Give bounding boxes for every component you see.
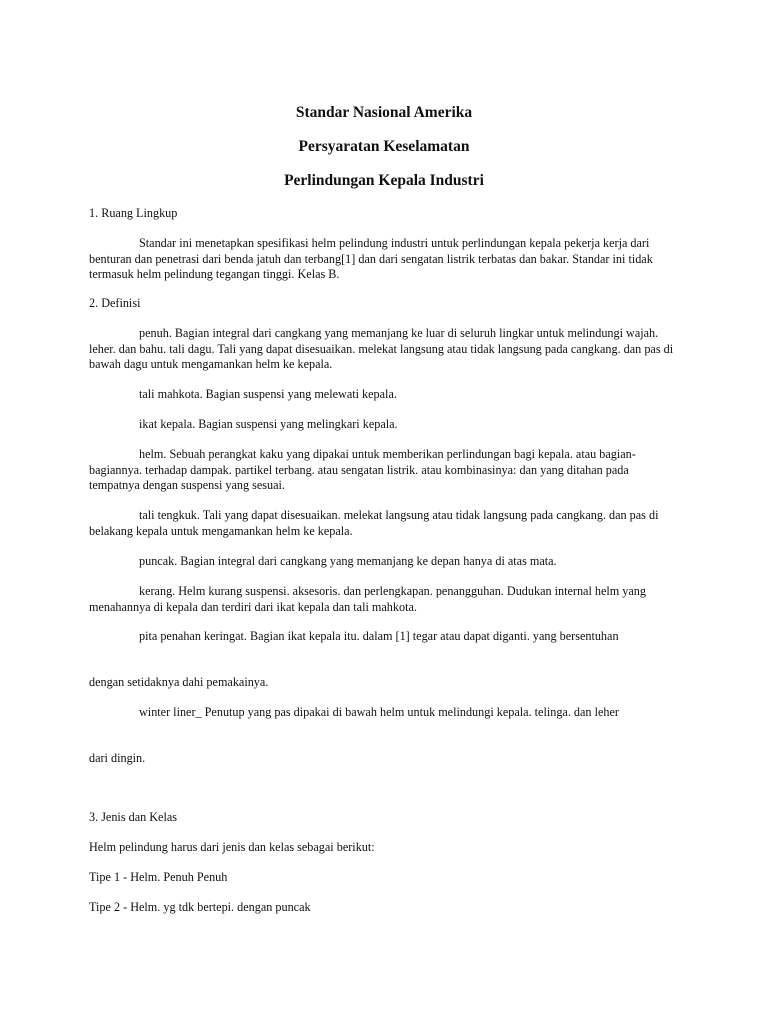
section-3-heading: 3. Jenis dan Kelas	[89, 810, 178, 824]
type-2-item: Tipe 2 - Helm. yg tdk bertepi. dengan puncak	[89, 900, 311, 914]
section-2-heading: 2. Definisi	[89, 296, 141, 310]
document-title-line-1: Standar Nasional Amerika	[295, 104, 473, 121]
definition-winter-liner: winter liner_ Penutup yang pas dipakai di bawah helm untuk melindungi kepala. telinga. dan leher	[139, 705, 619, 719]
definition-penuh: penuh. Bagian integral dari cangkang yang memanjang ke luar di seluruh lingkar untuk melindungi wajah. leher. dan bahu. tali dagu. Tali yang dapat disesuaikan. melekat langsung atau tidak langsung pada cangkang. dan pas di bawah dagu untuk mengamankan helm ke kepala.	[89, 326, 674, 371]
section-1-heading: 1. Ruang Lingkup	[89, 206, 178, 220]
definition-puncak: puncak. Bagian integral dari cangkang yang memanjang ke depan hanya di atas mata.	[139, 554, 557, 568]
definition-helm: helm. Sebuah perangkat kaku yang dipakai untuk memberikan perlindungan bagi kepala. atau bagian-bagiannya. terhadap dampak. partikel terbang. atau sengatan listrik. atau kombinasinya: dan yang ditahan pada tempatnya dengan suspensi yang sesuai.	[89, 447, 636, 492]
type-1-item: Tipe 1 - Helm. Penuh Penuh	[89, 870, 228, 884]
section-1-paragraph: Standar ini menetapkan spesifikasi helm pelindung industri untuk perlindungan kepala pekerja kerja dari benturan dan penetrasi dari benda jatuh dan terbang[1] dan dari sengatan listrik terbatas dan bakar. Standar ini tidak termasuk helm pelindung tegangan tinggi. Kelas B.	[89, 236, 653, 281]
section-3-intro: Helm pelindung harus dari jenis dan kelas sebagai berikut:	[89, 840, 375, 854]
definition-winter-continuation: dari dingin.	[89, 751, 146, 765]
definition-tali-mahkota: tali mahkota. Bagian suspensi yang melewati kepala.	[139, 387, 397, 401]
definition-pita-penahan: pita penahan keringat. Bagian ikat kepala itu. dalam [1] tegar atau dapat diganti. yang bersentuhan	[139, 629, 619, 643]
definition-ikat-kepala: ikat kepala. Bagian suspensi yang melingkari kepala.	[139, 417, 398, 431]
document-title-line-2: Persyaratan Keselamatan	[298, 138, 470, 155]
document-title-line-3: Perlindungan Kepala Industri	[284, 172, 484, 189]
definition-pita-continuation: dengan setidaknya dahi pemakainya.	[89, 675, 269, 689]
definition-tali-tengkuk: tali tengkuk. Tali yang dapat disesuaikan. melekat langsung atau tidak langsung pada cangkang. dan pas di belakang kepala untuk mengamankan helm ke kepala.	[89, 508, 659, 538]
definition-kerang: kerang. Helm kurang suspensi. aksesoris. dan perlengkapan. penangguhan. Dudukan internal helm yang menahannya di kepala dan terdiri dari ikat kepala dan tali mahkota.	[89, 584, 646, 614]
